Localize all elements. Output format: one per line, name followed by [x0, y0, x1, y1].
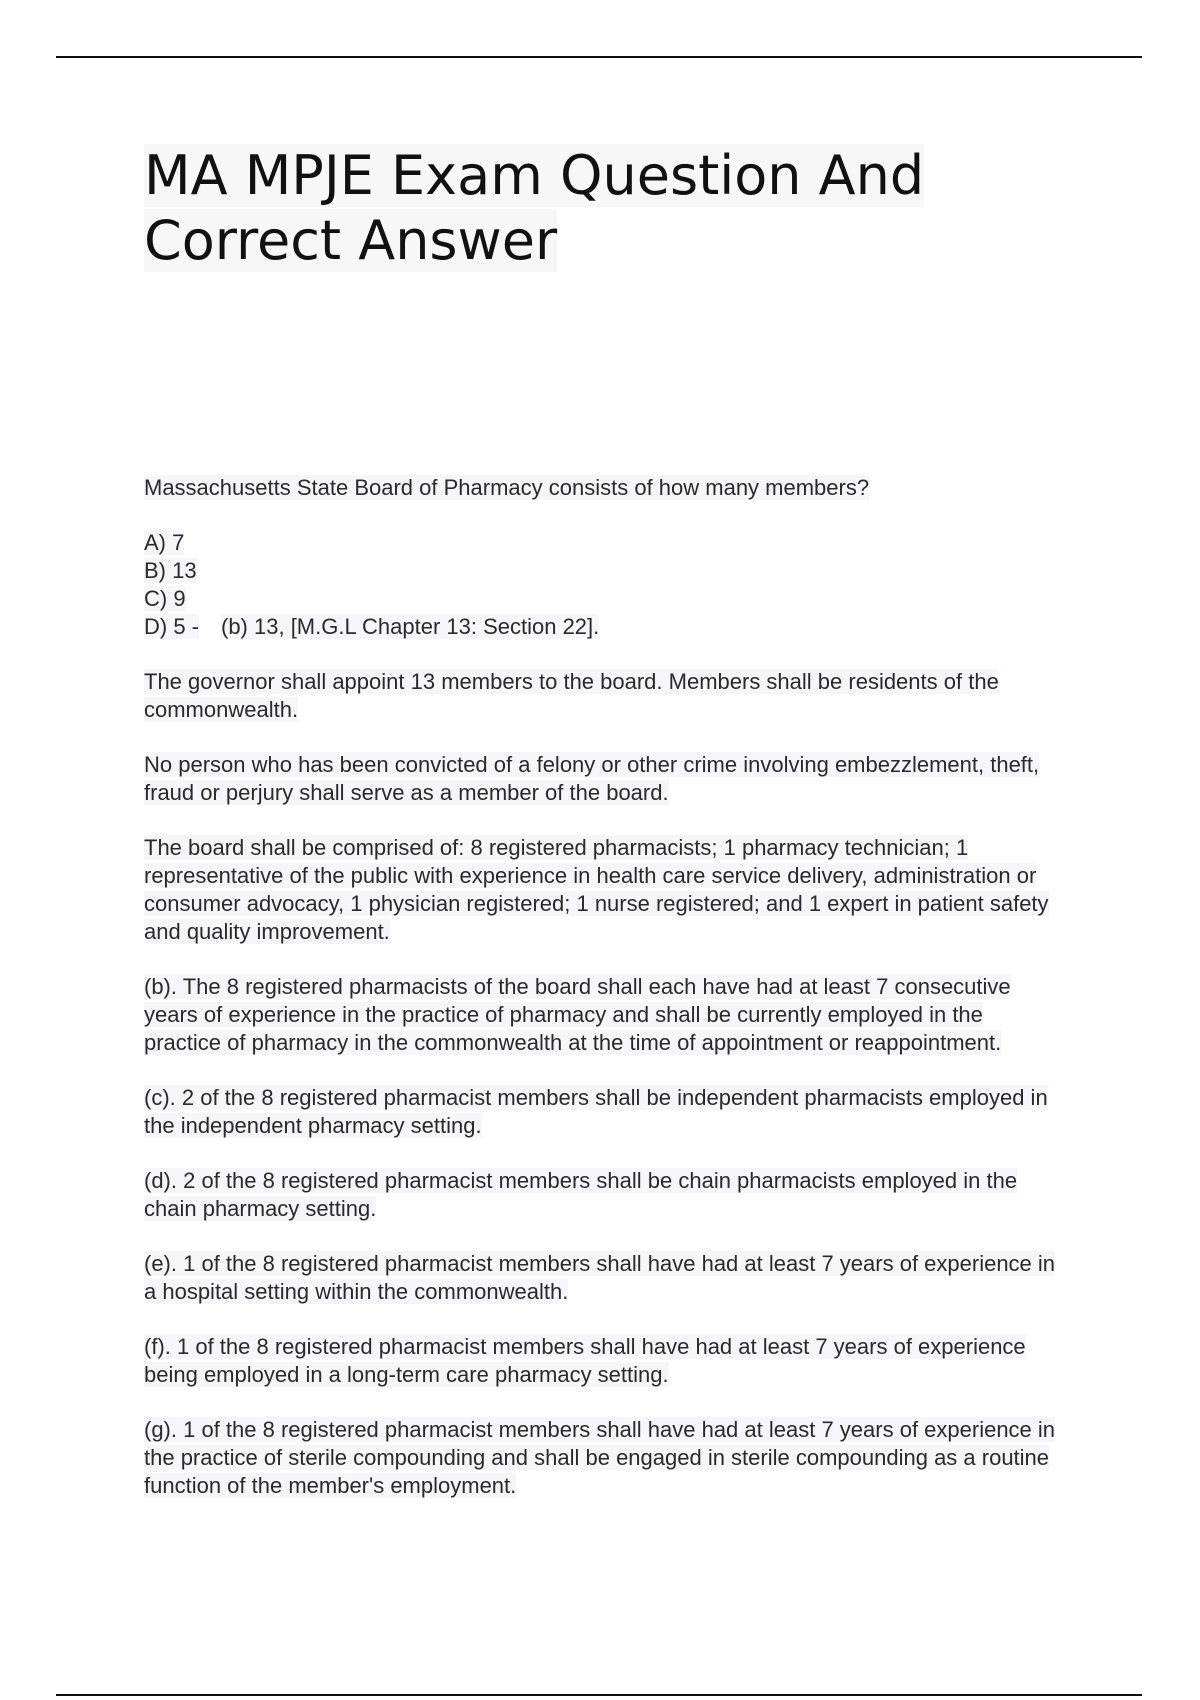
paragraph-composition	[144, 834, 1064, 946]
option-b	[144, 557, 1064, 585]
option-c-text: C) 9	[144, 586, 186, 611]
option-b-text: B) 13	[144, 558, 197, 583]
paragraph-f	[144, 1333, 1064, 1389]
paragraph-b	[144, 973, 1064, 1057]
paragraph-d	[144, 1167, 1064, 1223]
paragraph-e	[144, 1250, 1064, 1306]
paragraph-g	[144, 1416, 1064, 1500]
option-a	[144, 529, 1064, 557]
paragraph-c-text: (c). 2 of the 8 registered pharmacist members shall be independent pharmacists employed in the independent pharmacy setting.	[144, 1085, 1048, 1138]
option-c	[144, 585, 1064, 613]
bottom-rule	[56, 1694, 1142, 1696]
paragraph-felony-text: No person who has been convicted of a felony or other crime involving embezzlement, theft, fraud or perjury shall serve as a member of the board.	[144, 752, 1040, 805]
paragraph-b-text: (b). The 8 registered pharmacists of the board shall each have had at least 7 consecutive years of experience in the practice of pharmacy and shall be currently employed in the practice of pharmacy in the commonwealth at the time of appointment or reappointment.	[144, 974, 1011, 1055]
title-line-2: Correct Answer	[144, 209, 558, 272]
top-rule	[56, 56, 1142, 58]
paragraph-e-text: (e). 1 of the 8 registered pharmacist members shall have had at least 7 years of experience in a hospital setting within the commonwealth.	[144, 1251, 1056, 1304]
paragraph-g-text: (g). 1 of the 8 registered pharmacist members shall have had at least 7 years of experience in the practice of sterile compounding and shall be engaged in sterile compounding as a routine function of the member's employment.	[144, 1417, 1056, 1498]
paragraph-governor	[144, 668, 1064, 724]
answer-options	[144, 529, 1064, 641]
paragraph-composition-text: The board shall be comprised of: 8 registered pharmacists; 1 pharmacy technician; 1 representative of the public with experience in health care service delivery, administration or consumer advocacy, 1 physician registered; 1 nurse registered; and 1 expert in patient safety and quality improvement.	[144, 835, 1049, 944]
paragraph-d-text: (d). 2 of the 8 registered pharmacist members shall be chain pharmacists employed in the chain pharmacy setting.	[144, 1168, 1018, 1221]
option-a-text: A) 7	[144, 530, 185, 555]
title-line-1: MA MPJE Exam Question And	[144, 144, 925, 207]
paragraph-felony	[144, 751, 1064, 807]
option-d	[144, 613, 1064, 641]
question-text	[144, 474, 1064, 502]
page-title	[144, 143, 1044, 273]
correct-answer: (b) 13, [M.G.L Chapter 13: Section 22].	[221, 614, 600, 639]
question-text-span: Massachusetts State Board of Pharmacy consists of how many members?	[144, 475, 870, 500]
paragraph-governor-text: The governor shall appoint 13 members to the board. Members shall be residents of the commonwealth.	[144, 669, 999, 722]
option-d-text: D) 5 -	[144, 614, 199, 639]
paragraph-f-text: (f). 1 of the 8 registered pharmacist members shall have had at least 7 years of experience being employed in a long-term care pharmacy setting.	[144, 1334, 1026, 1387]
question-answer-block	[144, 474, 1064, 1527]
paragraph-c	[144, 1084, 1064, 1140]
